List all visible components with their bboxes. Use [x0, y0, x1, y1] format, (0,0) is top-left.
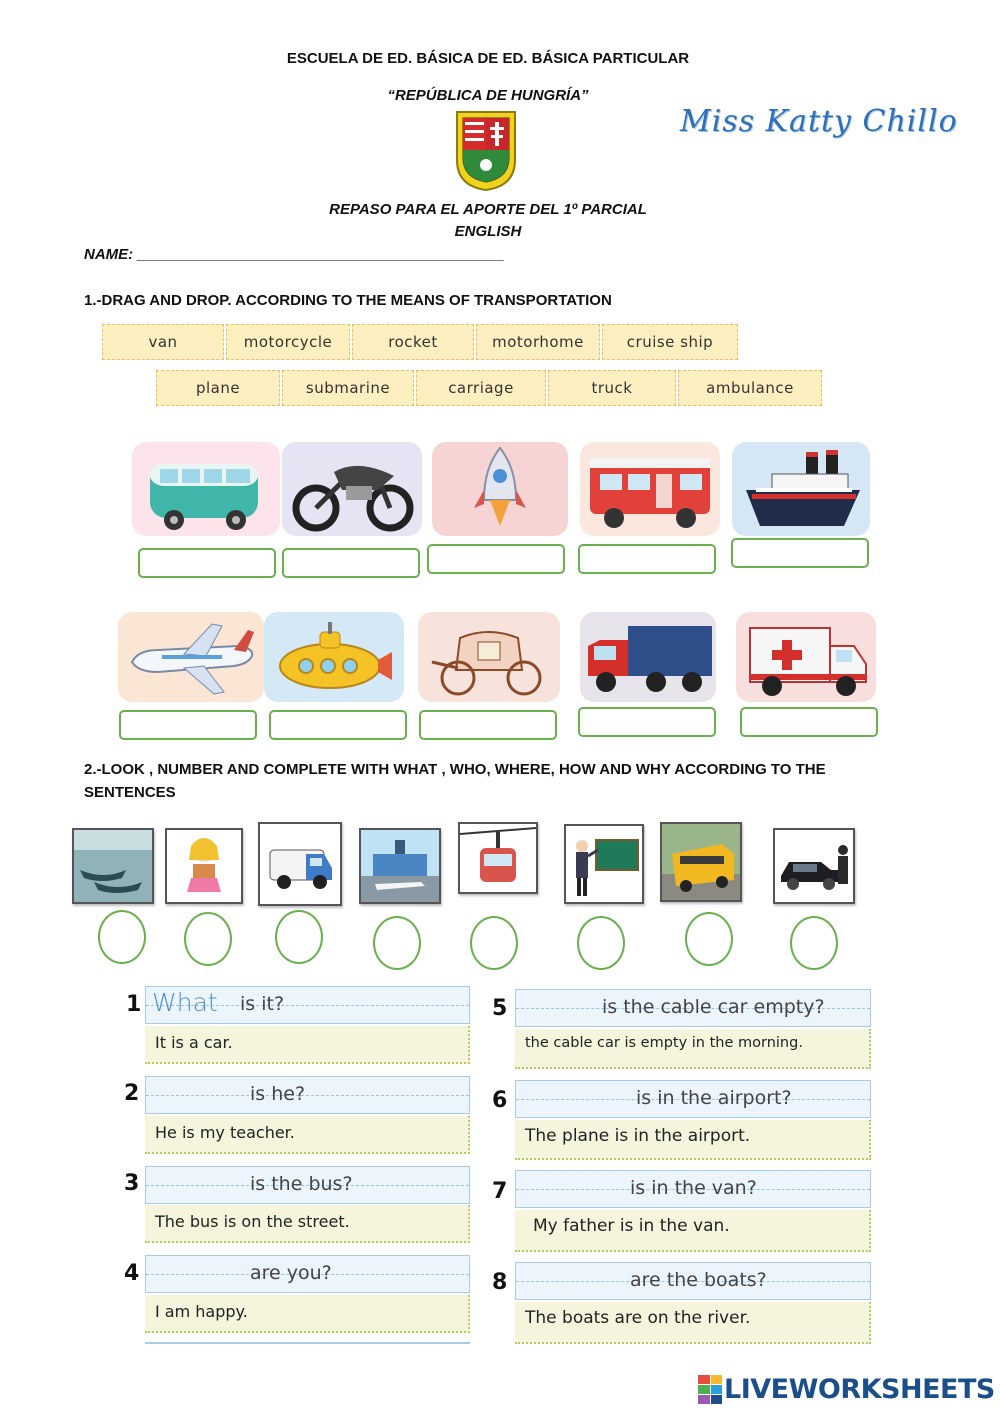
section2-title — [84, 758, 826, 804]
question-text: are the boats? — [630, 1269, 767, 1291]
number-circle-airport[interactable] — [373, 916, 421, 970]
question-line-2[interactable] — [145, 1076, 470, 1114]
question-number: 3 — [124, 1171, 140, 1196]
question-text: is the cable car empty? — [602, 996, 825, 1018]
airport-icon — [361, 830, 439, 902]
picture-ambulance — [736, 612, 876, 702]
thumb-bus — [660, 822, 742, 902]
answer-box-carriage[interactable] — [419, 710, 557, 740]
number-circle-teacher[interactable] — [577, 916, 625, 970]
word-chip-motorhome[interactable]: motorhome — [476, 324, 600, 360]
number-circle-bus[interactable] — [685, 912, 733, 966]
picture-carriage — [418, 612, 560, 702]
answer-box-motorcycle[interactable] — [282, 548, 420, 578]
number-circle-girl[interactable] — [184, 912, 232, 966]
number-circle-car[interactable] — [790, 916, 838, 970]
school-bus-icon — [662, 824, 740, 900]
answer-sentence: I am happy. — [145, 1295, 470, 1333]
liveworksheets-logo[interactable] — [698, 1374, 995, 1405]
number-circle-boats[interactable] — [98, 910, 146, 964]
submarine-icon — [264, 612, 404, 702]
student-name-field: NAME: ____________________________________________ — [84, 246, 505, 263]
word-chip-cruise-ship[interactable]: cruise ship — [602, 324, 738, 360]
thumb-cable-car — [458, 822, 538, 894]
boats-icon — [74, 830, 152, 902]
thumb-girl — [165, 828, 243, 904]
answer-sentence: the cable car is empty in the morning. — [515, 1029, 871, 1069]
answer-sentence: He is my teacher. — [145, 1116, 470, 1154]
answer-box-cruise-ship[interactable] — [731, 538, 869, 568]
truck-icon — [580, 612, 716, 702]
question-word-filled: What — [152, 988, 218, 1017]
section2-title-line1: 2.-LOOK , NUMBER AND COMPLETE WITH WHAT , WHO, WHERE, HOW AND WHY ACCORDING TO THE — [84, 761, 826, 778]
motorcycle-icon — [282, 442, 422, 536]
worksheet-subject: ENGLISH — [454, 223, 522, 240]
van-icon — [132, 442, 280, 536]
question-line-4[interactable] — [145, 1255, 470, 1293]
section1-title: 1.-DRAG AND DROP. ACCORDING TO THE MEANS OF TRANSPORTATION — [84, 292, 612, 309]
question-number: 6 — [492, 1088, 508, 1113]
car-icon — [775, 830, 853, 902]
question-line-3[interactable] — [145, 1166, 470, 1204]
plane-icon — [118, 612, 264, 702]
question-line-1[interactable] — [145, 986, 470, 1024]
question-number: 8 — [492, 1270, 508, 1295]
answer-sentence: The bus is on the street. — [145, 1205, 470, 1243]
question-line-8[interactable] — [515, 1262, 871, 1300]
carriage-icon — [418, 612, 560, 702]
question-line-7[interactable] — [515, 1170, 871, 1208]
word-chip-motorcycle[interactable]: motorcycle — [226, 324, 350, 360]
picture-cruise-ship — [732, 442, 870, 536]
word-chip-submarine[interactable]: submarine — [282, 370, 414, 406]
cruise-ship-icon — [732, 442, 870, 536]
thumb-boats — [72, 828, 154, 904]
picture-motorhome — [580, 442, 720, 536]
question-text: are you? — [250, 1262, 332, 1284]
question-number: 7 — [492, 1179, 508, 1204]
number-circle-cable-car[interactable] — [470, 916, 518, 970]
picture-motorcycle — [282, 442, 422, 536]
rocket-icon — [432, 442, 568, 536]
thumb-teacher — [564, 824, 644, 904]
answer-box-submarine[interactable] — [269, 710, 407, 740]
question-number: 4 — [124, 1261, 140, 1286]
girl-icon — [167, 830, 241, 902]
question-text: is in the van? — [630, 1177, 757, 1199]
word-chip-carriage[interactable]: carriage — [416, 370, 546, 406]
word-chip-rocket[interactable]: rocket — [352, 324, 474, 360]
picture-van — [132, 442, 280, 536]
picture-truck — [580, 612, 716, 702]
liveworksheets-badge-icon — [698, 1375, 722, 1405]
answer-sentence: It is a car. — [145, 1026, 470, 1064]
question-line-5[interactable] — [515, 989, 871, 1027]
question-text: is he? — [250, 1083, 306, 1105]
answer-box-truck[interactable] — [578, 707, 716, 737]
word-chip-plane[interactable]: plane — [156, 370, 280, 406]
teacher-icon — [566, 826, 642, 902]
word-chip-van[interactable]: van — [102, 324, 224, 360]
liveworksheets-brand-text: LIVEWORKSHEETS — [724, 1374, 995, 1405]
question-text: is it? — [240, 993, 285, 1015]
word-chip-ambulance[interactable]: ambulance — [678, 370, 822, 406]
question-number: 2 — [124, 1081, 140, 1106]
picture-plane — [118, 612, 264, 702]
delivery-van-icon — [260, 824, 340, 904]
school-crest-logo — [455, 110, 517, 192]
teacher-signature: Miss Katty Chillo — [680, 104, 958, 139]
answer-sentence: The plane is in the airport. — [515, 1120, 871, 1160]
question-text: is in the airport? — [636, 1087, 792, 1109]
question-number: 1 — [126, 992, 142, 1017]
divider-line — [145, 1342, 470, 1344]
motorhome-icon — [580, 442, 720, 536]
number-circle-van[interactable] — [275, 910, 323, 964]
word-chip-truck[interactable]: truck — [548, 370, 676, 406]
answer-box-plane[interactable] — [119, 710, 257, 740]
answer-sentence: My father is in the van. — [515, 1210, 871, 1252]
answer-sentence: The boats are on the river. — [515, 1302, 871, 1344]
ambulance-icon — [736, 612, 876, 702]
thumb-van — [258, 822, 342, 906]
picture-rocket — [432, 442, 568, 536]
section2-title-line2: SENTENCES — [84, 784, 176, 801]
picture-submarine — [264, 612, 404, 702]
answer-box-ambulance[interactable] — [740, 707, 878, 737]
school-name: “REPÚBLICA DE HUNGRÍA” — [387, 87, 589, 104]
thumb-car — [773, 828, 855, 904]
answer-box-motorhome[interactable] — [578, 544, 716, 574]
cable-car-icon — [460, 824, 536, 892]
question-number: 5 — [492, 996, 508, 1021]
question-line-6[interactable] — [515, 1080, 871, 1118]
answer-box-van[interactable] — [138, 548, 276, 578]
school-header: ESCUELA DE ED. BÁSICA DE ED. BÁSICA PARTICULAR — [286, 50, 690, 67]
thumb-airport — [359, 828, 441, 904]
answer-box-rocket[interactable] — [427, 544, 565, 574]
worksheet-subtitle: REPASO PARA EL APORTE DEL 1º PARCIAL — [329, 201, 647, 218]
question-text: is the bus? — [250, 1173, 353, 1195]
